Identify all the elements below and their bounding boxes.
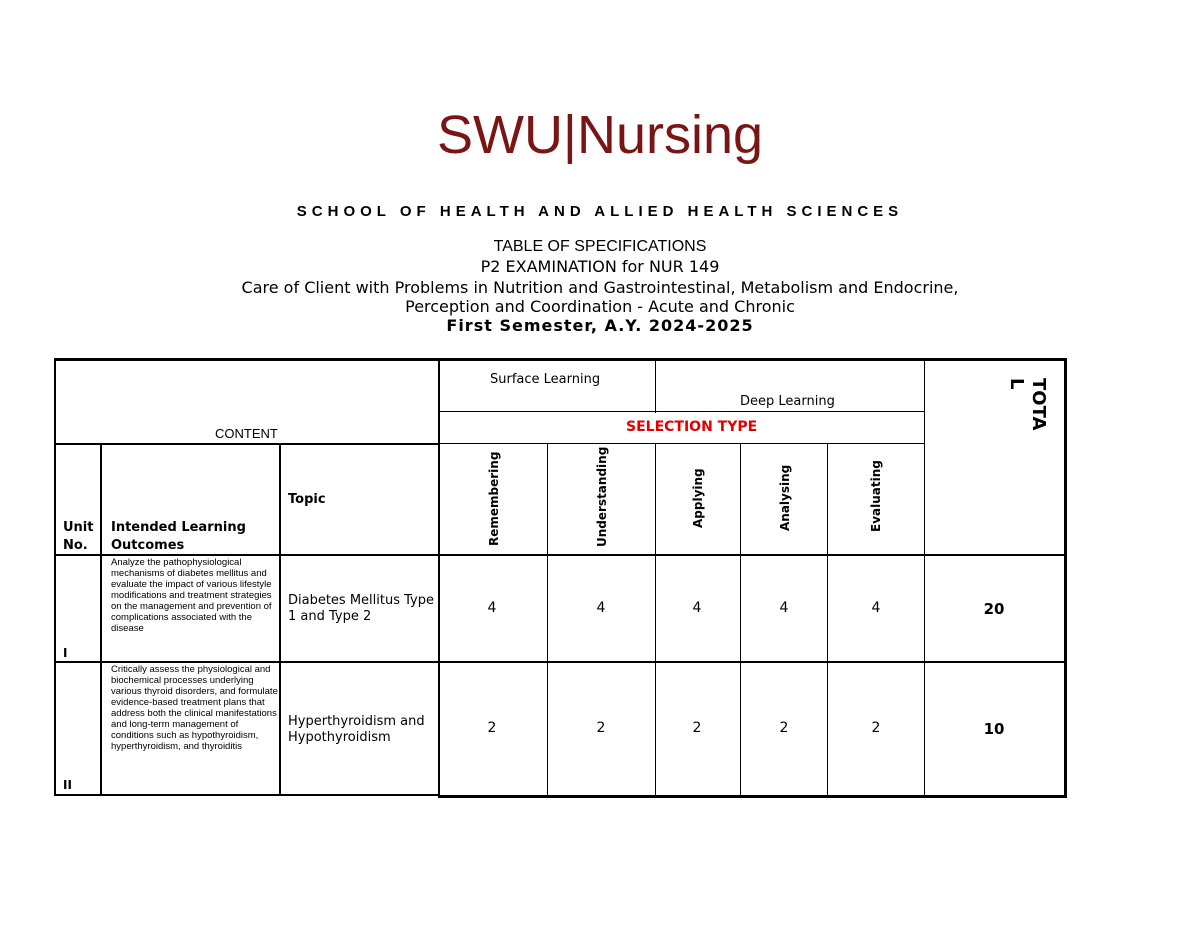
document-title: TABLE OF SPECIFICATIONS: [493, 238, 707, 255]
semester: First Semester, A.Y. 2024-2025: [446, 316, 754, 335]
row-1-unit: I: [63, 646, 68, 660]
level-evaluating: Evaluating: [869, 460, 883, 532]
row-1-remembering: 4: [487, 600, 497, 616]
level-remembering: Remembering: [487, 451, 501, 546]
course-line-1: Care of Client with Problems in Nutrition and Gastrointestinal, Metabolism and Endocrine,: [241, 278, 959, 297]
ilo-header-line-2: Outcomes: [111, 538, 185, 553]
topic-header: Topic: [288, 492, 326, 507]
row-2-understanding: 2: [596, 720, 606, 736]
school-name: SCHOOL OF HEALTH AND ALLIED HEALTH SCIENCES: [296, 203, 904, 220]
row-2-total: 10: [983, 720, 1005, 738]
row-1-applying: 4: [692, 600, 702, 616]
row-2-evaluating: 2: [871, 720, 881, 736]
unit-no-header: [63, 519, 93, 555]
content-header: CONTENT: [215, 426, 278, 441]
row-2-ilo: Critically assess the physiological and biochemical processes underlying various thyroid disorders, and formulate evidence-based treatment plans that address both the clinical manifestations and long-term management of conditions such as hypothyroidism, hyperthyroidism, and thyroiditis: [111, 664, 278, 752]
row-2-analysing: 2: [779, 720, 789, 736]
level-analysing: Analysing: [778, 464, 792, 531]
row-1-analysing: 4: [779, 600, 789, 616]
ilo-header-line-1: Intended Learning: [111, 520, 246, 535]
total-header: [1005, 378, 1049, 438]
deep-learning-header: Deep Learning: [740, 394, 835, 409]
level-applying: Applying: [691, 468, 705, 528]
unit-header-line-1: Unit: [63, 520, 94, 535]
row-1-understanding: 4: [596, 600, 606, 616]
total-header-part-2: L: [1006, 378, 1027, 390]
surface-learning-header: Surface Learning: [490, 372, 601, 387]
row-2-applying: 2: [692, 720, 702, 736]
swu-nursing-logo: SWU|Nursing: [436, 105, 764, 165]
row-2-topic: Hyperthyroidism and Hypothyroidism: [288, 714, 425, 745]
course-line-2: Perception and Coordination - Acute and Chronic: [405, 297, 795, 316]
row-2-unit: II: [63, 778, 72, 792]
ilo-header: [111, 519, 246, 555]
level-understanding: Understanding: [595, 446, 609, 547]
row-2-remembering: 2: [487, 720, 497, 736]
exam-title: P2 EXAMINATION for NUR 149: [480, 257, 720, 276]
unit-header-line-2: No.: [63, 538, 88, 553]
total-header-part-1: TOTA: [1028, 378, 1049, 431]
selection-type-header: SELECTION TYPE: [626, 419, 758, 435]
row-1-topic: Diabetes Mellitus Type 1 and Type 2: [288, 593, 434, 624]
row-1-ilo: Analyze the pathophysiological mechanisms of diabetes mellitus and evaluate the impact of various lifestyle modifications and treatment strategies on the management and prevention of complications associated with the disease: [111, 557, 272, 634]
row-1-evaluating: 4: [871, 600, 881, 616]
row-1-total: 20: [983, 600, 1005, 618]
